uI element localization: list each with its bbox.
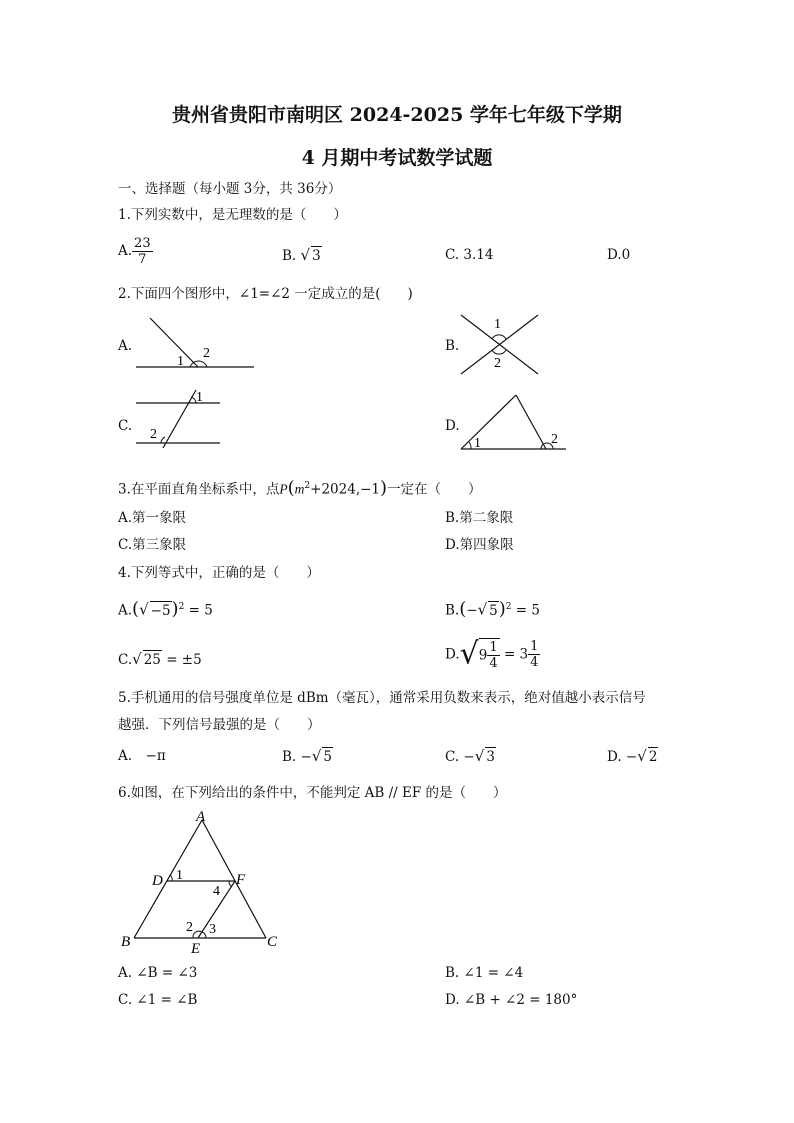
q6-option-b: B. ∠1 = ∠4 [445, 965, 524, 981]
q2-option-a-label: A. [118, 338, 133, 354]
variable-m: m [294, 481, 305, 497]
q1-option-a [118, 236, 153, 267]
sqrt-sign: √ [300, 246, 311, 264]
option-label: B. [445, 602, 460, 619]
q6-figure-triangle [116, 806, 286, 956]
q4-option-c [118, 650, 202, 669]
q5-stem-line1: 5.手机通用的信号强度单位是 dBm（毫瓦），通常采用负数来表示，绝对值越小表示信号 [118, 690, 646, 706]
q2-figure-d [458, 392, 570, 454]
q1-option-b [282, 246, 322, 265]
option-label: A. [118, 243, 133, 259]
angle-label: 2 [150, 427, 157, 442]
q4-option-a [118, 598, 213, 620]
angle-label-3: 3 [209, 922, 216, 937]
paren-open: ( [132, 598, 140, 620]
denominator: 4 [489, 656, 498, 671]
paren-open: ( [459, 598, 467, 620]
angle-label: 2 [494, 356, 501, 371]
q2-stem: 2.下面四个图形中，∠1=∠2 一定成立的是( ) [118, 286, 413, 302]
q5-stem-line2: 越强．下列信号最强的是（ ） [118, 717, 321, 733]
q5-option-a: A. −π [118, 748, 166, 764]
numerator: 1 [489, 640, 498, 655]
denominator: 7 [138, 252, 147, 267]
q3-stem-suffix: 一定在（ ） [387, 481, 482, 498]
sqrt-sign: √ [637, 747, 647, 765]
q6-option-c: C. ∠1 = ∠B [118, 992, 198, 1008]
q2-figure-b [458, 312, 543, 377]
radicand: −5 [150, 602, 171, 619]
point-label-b: B [121, 934, 131, 950]
radicand: 25 [143, 652, 161, 668]
angle-label-1: 1 [176, 868, 183, 883]
q2-option-b-label: B. [445, 338, 460, 354]
angle-label-2: 2 [186, 920, 193, 935]
q5-option-d [607, 747, 658, 766]
paren-close: ) [380, 477, 388, 499]
q4-option-b: B.(−√ 5)$^2$ = 5 [445, 598, 540, 620]
paren-open: ( [287, 477, 295, 499]
angle-label: 1 [474, 436, 481, 451]
q4-option-d [445, 638, 540, 671]
angle-label: 1 [177, 354, 184, 369]
q3-stem [118, 477, 482, 499]
q3-option-b: B.第二象限 [445, 510, 514, 526]
radicand: 3 [312, 248, 321, 264]
radicand: 3 [486, 749, 495, 765]
option-label: B. [282, 248, 297, 264]
q6-stem: 6.如图，在下列给出的条件中，不能判定 AB // EF 的是（ ） [118, 785, 507, 801]
q3-option-a: A.第一象限 [118, 510, 187, 526]
option-label: A. [118, 602, 133, 619]
q4-stem: 4.下列等式中，正确的是（ ） [118, 565, 320, 581]
sqrt-sign: √ [311, 747, 322, 765]
section-heading: 一、选择题（每小题 3分，共 36分） [118, 181, 342, 197]
exponent: 2 [505, 602, 512, 612]
fraction [487, 640, 499, 671]
rhs: = 3 [503, 646, 529, 663]
q3-option-d: D.第四象限 [445, 537, 514, 553]
angle-label: 1 [494, 317, 501, 332]
point-name: P [279, 481, 288, 497]
q5-option-b [282, 747, 333, 766]
sqrt-sign: √ [474, 747, 485, 765]
denominator: 4 [530, 655, 539, 670]
radicand: 5 [323, 749, 332, 765]
rhs: = ±5 [166, 652, 202, 668]
radicand: 5 [489, 602, 498, 619]
exponent: 2 [178, 602, 185, 612]
point-label-f: F [236, 872, 246, 888]
sqrt-sign: √ [459, 636, 479, 672]
angle-label-4: 4 [213, 884, 220, 899]
q3-stem-prefix: 3.在平面直角坐标系中，点 [118, 481, 280, 498]
sqrt-sign: √ [139, 600, 149, 619]
sqrt-sign: √ [477, 600, 488, 619]
paren-close: ) [498, 598, 506, 620]
point-label-e: E [191, 941, 201, 956]
q1-option-c: C. 3.14 [445, 247, 494, 263]
q2-figure-a [133, 314, 258, 374]
exponent: 2 [304, 481, 311, 491]
option-label: C. − [445, 749, 475, 765]
q1-option-d: D.0 [607, 247, 631, 263]
q3-option-c: C.第三象限 [118, 537, 187, 553]
point-label-a: A [196, 809, 206, 825]
option-label: D. [445, 646, 460, 663]
fraction [528, 639, 540, 670]
point-label-c: C [267, 934, 278, 950]
q2-option-c-label: C. [118, 418, 133, 434]
radicand-mixed [479, 638, 500, 671]
q2-figure-c [133, 388, 223, 450]
whole-part: 9 [478, 647, 488, 664]
numerator: 1 [530, 639, 539, 654]
point-label-d: D [152, 873, 163, 889]
q5-option-c [445, 747, 496, 766]
rhs: = 5 [515, 602, 540, 619]
q2-option-d-label: D. [445, 418, 460, 434]
option-label: D. − [607, 749, 638, 765]
angle-label: 1 [196, 390, 203, 405]
angle-label: 2 [551, 432, 558, 447]
page-title-line1: 贵州省贵阳市南明区 2024-2025 学年七年级下学期 [172, 104, 622, 126]
q6-option-a: A. ∠B = ∠3 [118, 965, 198, 981]
option-label: B. − [282, 749, 312, 765]
rhs: = 5 [188, 602, 213, 619]
q1-stem: 1.下列实数中，是无理数的是（ ） [118, 207, 347, 223]
option-label: C. [118, 652, 133, 668]
coord-rest: +2024,−1 [310, 481, 381, 498]
numerator: 23 [134, 236, 151, 251]
page-title-line2: 4 月期中考试数学试题 [301, 147, 493, 169]
radicand: 2 [648, 749, 658, 765]
angle-label: 2 [203, 346, 210, 361]
fraction [132, 236, 153, 267]
q6-option-d: D. ∠B + ∠2 = 180° [445, 992, 578, 1008]
paren-close: ) [171, 598, 179, 620]
sqrt-sign: √ [132, 650, 142, 668]
